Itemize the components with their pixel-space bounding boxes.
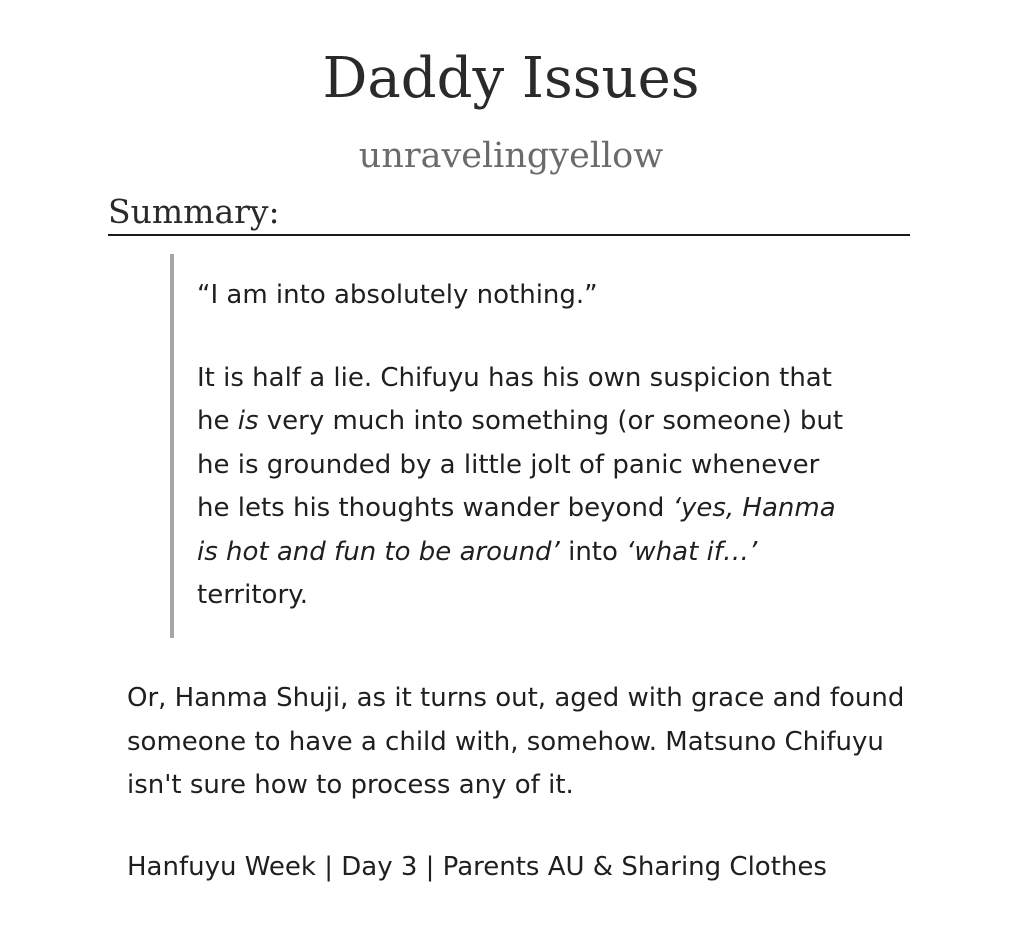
emphasis-yes-hanma: ‘yes, Hanma is hot and fun to be around’ [197, 493, 836, 567]
paragraph-text-3: into [559, 536, 627, 567]
summary-body [127, 677, 927, 889]
emphasis-what-if: ‘what if…’ [626, 536, 758, 567]
paragraph-text-1: It is half a lie. Chifuyu has his own suspicion that he [197, 362, 832, 436]
work-title: Daddy Issues [322, 46, 700, 111]
paragraph-text-2: very much into something (or someone) but he is grounded by a little jolt of panic whenever he lets his thoughts wander beyond [197, 406, 844, 523]
summary-tags: Hanfuyu Week | Day 3 | Parents AU & Sharing Clothes [127, 851, 827, 882]
paragraph-text-4: territory. [197, 580, 309, 610]
emphasis-is: is [237, 406, 259, 436]
summary-blockquote [170, 254, 860, 638]
author-name[interactable]: unravelingyellow [358, 136, 664, 176]
quote-line: “I am into absolutely nothing.” [197, 280, 598, 310]
summary-heading: Summary: [108, 190, 910, 236]
summary-paragraph [197, 357, 860, 618]
summary-description: Or, Hanma Shuji, as it turns out, aged with grace and found someone to have a child with, somehow. Matsuno Chifuyu isn't sure how to process any of it. [127, 683, 905, 800]
